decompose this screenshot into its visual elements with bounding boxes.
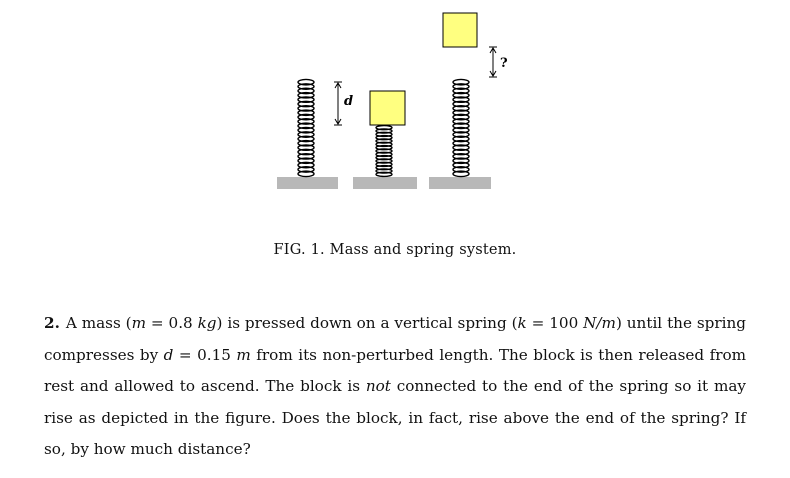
problem-text-5: ) until the spring compresses by — [44, 314, 746, 364]
problem-text — [44, 308, 746, 466]
ground-base-3 — [429, 177, 491, 189]
symbol-k: k — [517, 314, 527, 332]
spring-relaxed — [298, 79, 314, 176]
dimension-rise-arrow — [489, 47, 497, 77]
spring-relaxed-right — [453, 79, 469, 176]
spring-coil — [376, 172, 392, 176]
block-compressed — [370, 91, 405, 125]
spring-compressed — [376, 126, 392, 177]
problem-text-6: = 0.15 — [173, 345, 237, 364]
label-question: ? — [500, 56, 508, 71]
unit-m: m — [236, 345, 251, 364]
problem-text-4: = 100 — [526, 314, 584, 332]
label-d: d — [344, 94, 354, 109]
problem-number: 2. — [44, 314, 60, 332]
unit-n-per-m: N/m — [583, 314, 616, 332]
problem-text-7: from its non-perturbed length. The block is then released from rest and allowed to ascend. The block is — [44, 345, 746, 395]
block-airborne — [443, 13, 477, 47]
ground-base-1 — [277, 177, 338, 189]
emphasis-not: not — [365, 377, 391, 395]
problem-text-8: connected to the end of the spring so it may rise as depicted in the figure. Does the block, in fact, rise above the end of the spring? If so, by how much distance? — [44, 377, 746, 458]
figure-caption: FIG. 1. Mass and spring system. — [273, 242, 517, 258]
symbol-d: d — [163, 345, 174, 364]
unit-kg: kg — [197, 314, 217, 332]
dimension-d-arrow — [334, 82, 342, 125]
problem-text-1: A mass ( — [65, 314, 132, 332]
ground-base-2 — [353, 177, 417, 189]
problem-text-2: = 0.8 — [146, 314, 198, 332]
problem-text-3: ) is pressed down on a vertical spring ( — [216, 314, 518, 332]
symbol-m: m — [131, 314, 147, 332]
mass-spring-figure — [0, 0, 790, 230]
